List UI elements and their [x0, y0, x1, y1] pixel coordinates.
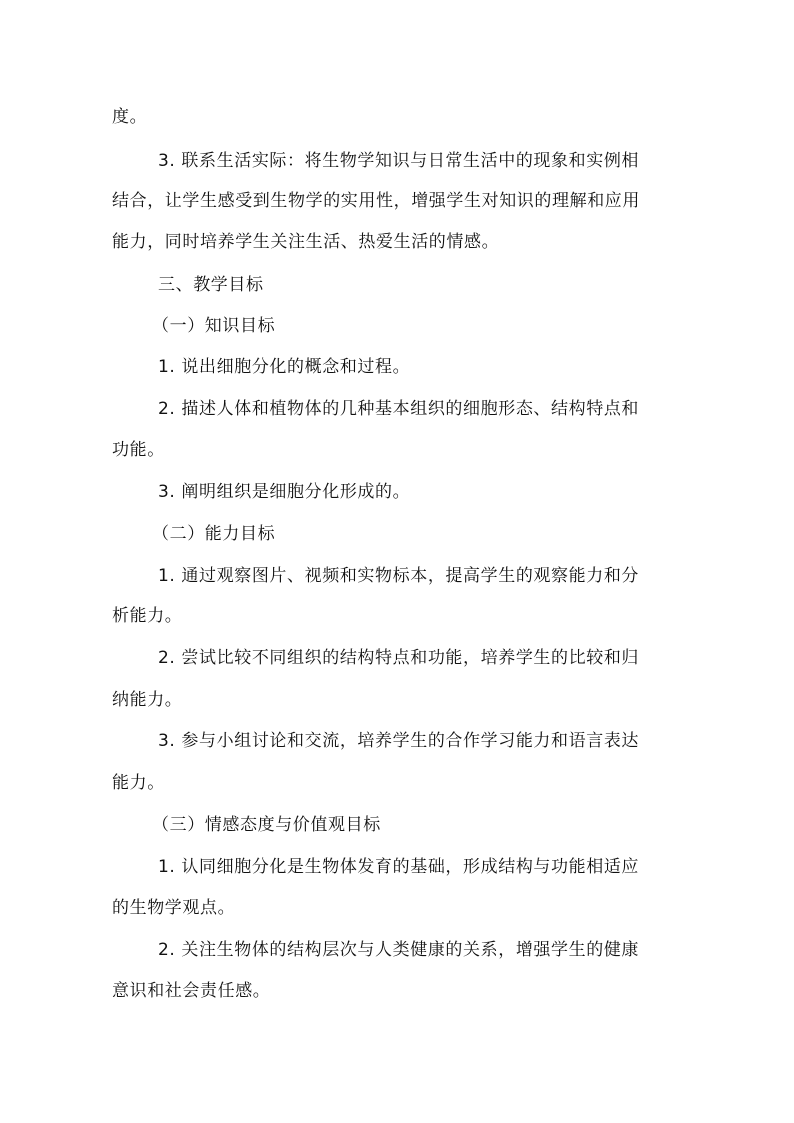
text-line: 析能力。	[112, 606, 183, 626]
text-line: 2. 描述人体和植物体的几种基本组织的细胞形态、结构特点和	[158, 399, 640, 419]
text-line: 度。	[112, 107, 148, 127]
text-line: 3. 参与小组讨论和交流，培养学生的合作学习能力和语言表达	[158, 731, 640, 751]
text-line: 3. 联系生活实际：将生物学知识与日常生活中的现象和实例相	[158, 151, 640, 171]
text-line: 的生物学观点。	[112, 898, 236, 918]
text-line: 3. 阐明组织是细胞分化形成的。	[158, 482, 411, 502]
subsection-heading: （一）知识目标	[152, 316, 276, 336]
text-line: 纳能力。	[112, 690, 183, 710]
section-heading: 三、教学目标	[158, 275, 264, 295]
text-line: 能力。	[112, 773, 165, 793]
text-line: 1. 认同细胞分化是生物体发育的基础，形成结构与功能相适应	[158, 857, 640, 877]
text-line: 能力，同时培养学生关注生活、热爱生活的情感。	[112, 232, 500, 252]
text-line: 2. 尝试比较不同组织的结构特点和功能，培养学生的比较和归	[158, 648, 640, 668]
text-line: 1. 通过观察图片、视频和实物标本，提高学生的观察能力和分	[158, 566, 640, 586]
subsection-heading: （三）情感态度与价值观目标	[152, 815, 381, 835]
text-line: 结合，让学生感受到生物学的实用性，增强学生对知识的理解和应用	[112, 191, 640, 211]
text-line: 意识和社会责任感。	[112, 981, 271, 1001]
text-line: 1. 说出细胞分化的概念和过程。	[158, 357, 411, 377]
text-line: 2. 关注生物体的结构层次与人类健康的关系，增强学生的健康	[158, 940, 640, 960]
subsection-heading: （二）能力目标	[152, 524, 276, 544]
text-line: 功能。	[112, 440, 165, 460]
